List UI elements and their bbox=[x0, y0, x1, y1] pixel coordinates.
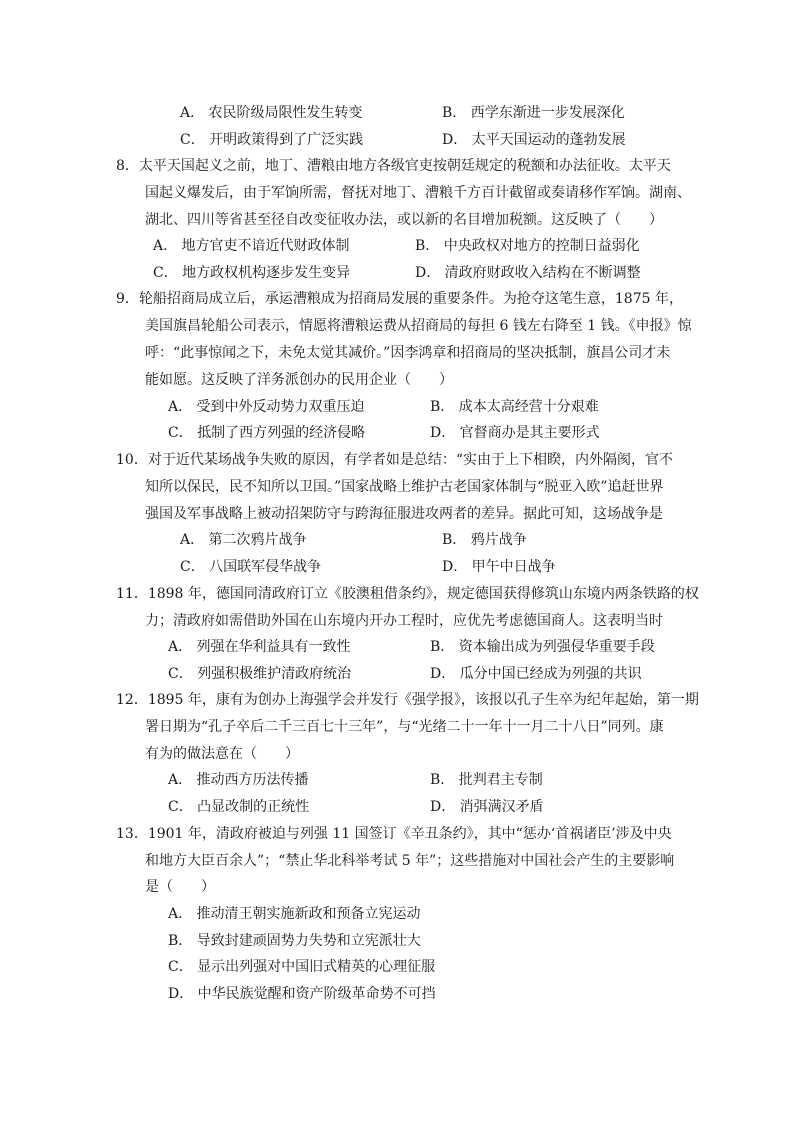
q13-option-a: A． 推动清王朝实施新政和预备立宪运动 bbox=[168, 906, 421, 922]
q7-option-b: B． 西学东渐进一步发展深化 bbox=[442, 105, 625, 121]
q12-option-c: C． 凸显改制的正统性 bbox=[168, 799, 310, 815]
q9-stem-line: 能如愿。这反映了洋务派创办的民用企业（ ） bbox=[145, 372, 453, 388]
q10-stem-line: 10．对于近代某场战争失败的原因，有学者如是总结：“实由于上下相睽，内外隔阂，官不 bbox=[116, 452, 673, 468]
q11-option-c: C． 列强积极维护清政府统治 bbox=[168, 666, 352, 682]
q11-stem-line: 力；清政府如需借助外国在山东境内开办工程时，应优先考虑德国商人。这表明当时 bbox=[145, 613, 663, 629]
q9-stem-line: 9．轮船招商局成立后，承运漕粮成为招商局发展的重要条件。为抢夺这笔生意，1875 年， bbox=[116, 291, 683, 307]
q9-option-b: B． 成本太高经营十分艰难 bbox=[430, 399, 599, 415]
q10-option-d: D． 甲午中日战争 bbox=[442, 559, 556, 575]
q13-stem-line: 是（ ） bbox=[145, 879, 215, 895]
q11-option-b: B． 资本输出成为列强侵华重要手段 bbox=[430, 639, 655, 655]
q11-option-a: A． 列强在华利益具有一致性 bbox=[168, 639, 351, 655]
q9-option-a: A． 受到中外反动势力双重压迫 bbox=[168, 399, 365, 415]
q7-option-d: D． 太平天国运动的蓬勃发展 bbox=[442, 132, 626, 148]
q12-option-a: A． 推动西方历法传播 bbox=[168, 772, 309, 788]
q12-stem-line: 有为的做法意在（ ） bbox=[145, 746, 299, 762]
q10-option-a: A． 第二次鸦片战争 bbox=[180, 532, 307, 548]
q13-stem-line: 13．1901 年，清政府被迫与列强 11 国签订《辛丑条约》，其中“惩办‘首祸诸臣’涉及中央 bbox=[116, 826, 672, 842]
q13-stem-line: 和地方大臣百余人”；“禁止华北科举考试 5 年”；这些措施对中国社会产生的主要影响 bbox=[145, 853, 675, 869]
q11-stem-line: 11．1898 年，德国同清政府订立《胶澳租借条约》，规定德国获得修筑山东境内两条铁路的权 bbox=[116, 586, 699, 602]
q13-option-d: D． 中华民族觉醒和资产阶级革命势不可挡 bbox=[168, 986, 436, 1002]
q8-option-b: B． 中央政权对地方的控制日益弱化 bbox=[415, 238, 640, 254]
q8-option-c: C． 地方政权机构逐步发生变异 bbox=[153, 265, 351, 281]
q12-option-d: D． 消弭满汉矛盾 bbox=[430, 799, 544, 815]
q10-option-c: C． 八国联军侵华战争 bbox=[180, 559, 322, 575]
q10-stem-line: 强国及军事战略上被动招架防守与跨海征服进攻两者的差异。据此可知，这场战争是 bbox=[145, 506, 663, 522]
q12-stem-line: 12．1895 年，康有为创办上海强学会并发行《强学报》，该报以孔子生卒为纪年起始，第一期 bbox=[116, 692, 699, 708]
q9-option-c: C． 抵制了西方列强的经济侵略 bbox=[168, 425, 366, 441]
q13-option-c: C． 显示出列强对中国旧式精英的心理征服 bbox=[168, 959, 436, 975]
q9-option-d: D． 官督商办是其主要形式 bbox=[430, 425, 600, 441]
q8-stem-line: 国起义爆发后，由于军饷所需，督抚对地丁、漕粮千方百计截留或奏请移作军饷。湖南、 bbox=[145, 185, 691, 201]
q11-option-d: D． 瓜分中国已经成为列强的共识 bbox=[430, 666, 642, 682]
q12-option-b: B． 批判君主专制 bbox=[430, 772, 543, 788]
q8-option-a: A． 地方官吏不谙近代财政体制 bbox=[153, 238, 350, 254]
q8-stem-line: 湖北、四川等省甚至径自改变征收办法，或以新的名目增加税额。这反映了（ ） bbox=[145, 212, 663, 228]
q7-option-a: A． 农民阶级局限性发生转变 bbox=[180, 105, 363, 121]
q12-stem-line: 署日期为“孔子卒后二千三百七十三年”，与“光绪二十一年十一月二十八日”同列。康 bbox=[145, 719, 664, 735]
q10-option-b: B． 鸦片战争 bbox=[442, 532, 527, 548]
q9-stem-line: 呼：“此事惊闻之下，未免太觉其减价。”因李鸿章和招商局的坚决抵制，旗昌公司才未 bbox=[145, 345, 671, 361]
q13-option-b: B． 导致封建顽固势力失势和立宪派壮大 bbox=[168, 933, 421, 949]
q10-stem-line: 知所以保民，民不知所以卫国。”国家战略上维护古老国家体制与“脱亚入欧”追赶世界 bbox=[145, 479, 664, 495]
q8-stem-line: 8．太平天国起义之前，地丁、漕粮由地方各级官吏按朝廷规定的税额和办法征收。太平天 bbox=[116, 158, 671, 174]
q8-option-d: D． 清政府财政收入结构在不断调整 bbox=[415, 265, 641, 281]
q7-option-c: C． 开明政策得到了广泛实践 bbox=[180, 132, 364, 148]
q9-stem-line: 美国旗昌轮船公司表示，情愿将漕粮运费从招商局的每担 6 钱左右降至 1 钱。《申报》惊 bbox=[145, 318, 692, 334]
